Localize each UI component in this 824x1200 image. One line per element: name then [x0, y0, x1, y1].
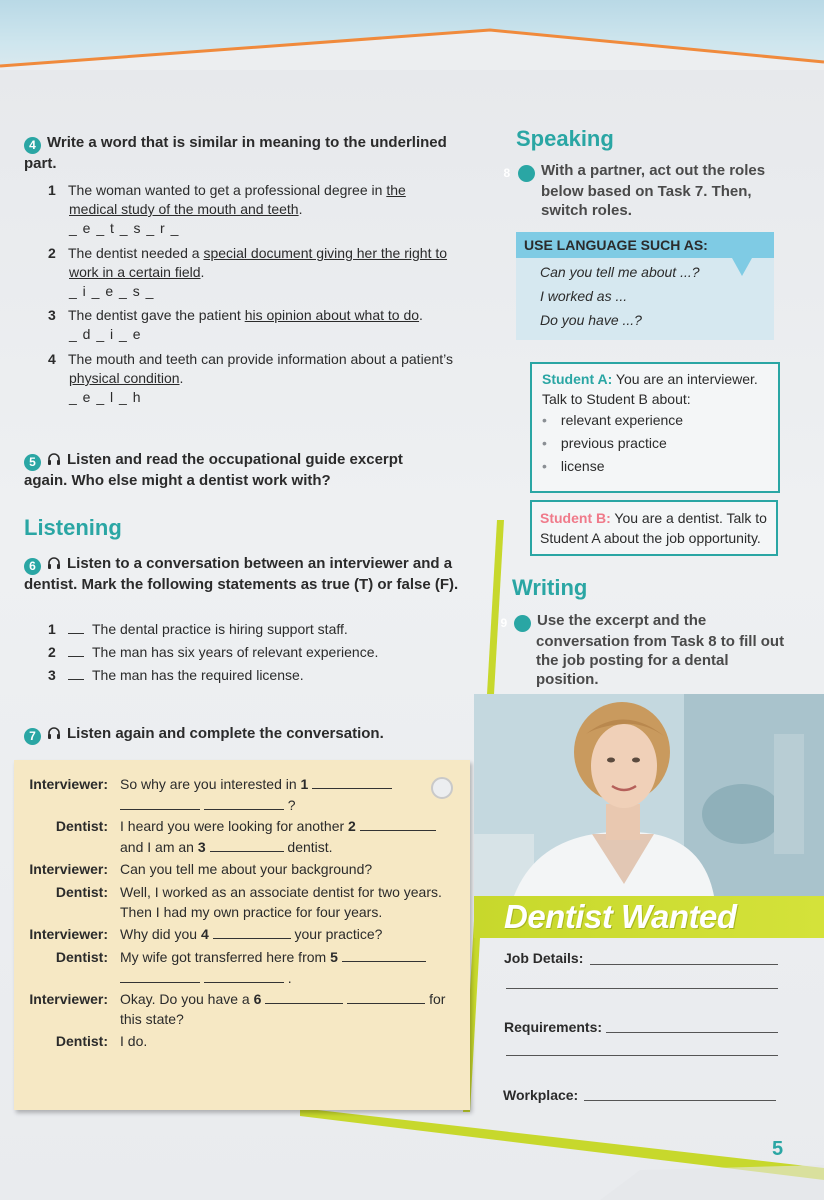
speaker-label: Interviewer: [29, 991, 108, 1007]
dialogue-line-1 [14, 774, 470, 816]
speech-tail-icon [732, 258, 752, 278]
task4-item-4 [48, 350, 478, 407]
task7-instruction: Listen again and complete the conversation. [67, 725, 384, 742]
dialogue-card [14, 760, 470, 1110]
item-number: 3 [48, 307, 56, 323]
blank-number: 2 [348, 818, 356, 834]
speaker-label: Dentist: [55, 818, 108, 834]
task-number-badge: 7 [24, 728, 41, 745]
underlined-text: physical condition [69, 370, 180, 386]
job-details-line-1[interactable] [590, 963, 778, 965]
answer-blank-2[interactable] [360, 818, 436, 831]
task6-instruction: Listen to a conversation between an interviewer and a dentist. Mark the following statements as true (T) or false (F). [24, 555, 459, 593]
underlined-text: his opinion about what to do [244, 307, 420, 323]
role-text: You are a dentist. Talk to [614, 510, 767, 526]
item-number: 1 [48, 621, 56, 637]
tf-item-3 [48, 666, 468, 685]
item-number: 2 [48, 644, 56, 660]
answer-blank-5b[interactable] [120, 970, 200, 983]
dialogue-text: Well, I worked as an associate dentist for two years. [120, 884, 442, 900]
task8-title [518, 161, 791, 220]
word-hint: _ d _ i _ e [69, 326, 142, 342]
dentist-photo [474, 694, 824, 896]
role-bullet: relevant experience [560, 412, 684, 428]
item-text: The woman wanted to get a professional degree in [68, 182, 387, 198]
blank-number: 3 [197, 839, 206, 855]
item-number: 4 [48, 351, 56, 367]
language-box [516, 232, 774, 340]
banner-title: Dentist Wanted [504, 898, 737, 935]
blank-number: 1 [300, 776, 309, 792]
listening-heading: Listening [24, 515, 122, 540]
dialogue-line-2 [14, 816, 470, 858]
dialogue-text: ? [287, 797, 296, 813]
dentist-illustration-icon [474, 694, 824, 896]
task4-item-1 [48, 181, 468, 238]
dialogue-text: . [287, 970, 292, 986]
speaker-label: Interviewer: [29, 861, 108, 877]
item-text: . [298, 201, 303, 217]
language-box-header: USE LANGUAGE SUCH AS: [516, 232, 774, 258]
item-text: . [179, 370, 184, 386]
dialogue-line-5 [14, 924, 470, 945]
task4-item-2 [48, 244, 468, 301]
speaker-label: Interviewer: [29, 776, 108, 792]
underlined-text: medical study of the mouth and teeth [69, 201, 299, 217]
answer-blank-6[interactable] [265, 991, 343, 1004]
bullet-icon: • [542, 435, 547, 451]
item-text: The man has the required license. [92, 667, 304, 683]
word-hint: _ e _ l _ h [69, 389, 142, 405]
role-text: Talk to Student B about: [542, 391, 691, 407]
blank-number: 5 [330, 949, 338, 965]
dialogue-line-4 [14, 882, 470, 924]
speaker-label: Interviewer: [29, 926, 108, 942]
item-text: The dentist needed a [68, 245, 204, 261]
dialogue-text: Then I had my own practice for four years. [120, 904, 383, 920]
tf-item-2 [48, 643, 468, 662]
bullet-icon: • [542, 458, 547, 474]
answer-blank-1b[interactable] [120, 797, 200, 810]
speaker-label: Dentist: [55, 1033, 108, 1049]
dialogue-line-8 [14, 1031, 470, 1052]
dialogue-line-3 [14, 859, 470, 880]
writing-heading: Writing [512, 575, 588, 600]
task-number-badge: 5 [24, 454, 41, 471]
task4-item-3 [48, 306, 468, 344]
task5-title [24, 450, 444, 490]
task5-instruction: Listen and read the occupational guide excerpt again. Who else might a dentist work with? [24, 451, 403, 489]
item-text: The mouth and teeth can provide information about a patient’s [68, 351, 453, 367]
item-text: The dental practice is hiring support staff. [92, 621, 348, 637]
tf-answer-blank[interactable] [68, 667, 84, 680]
blank-number: 6 [253, 991, 262, 1007]
role-bullet: previous practice [560, 435, 667, 451]
item-text: . [200, 264, 205, 280]
student-b-label: Student B: [540, 510, 611, 526]
job-details-line-2[interactable] [506, 987, 778, 989]
phrase-1: Can you tell me about ...? [540, 264, 700, 280]
task9-title [514, 611, 790, 689]
speaker-label: Dentist: [55, 884, 108, 900]
bullet-icon: • [542, 412, 547, 428]
task-number-badge: 4 [24, 137, 41, 154]
word-hint: _ e _ t _ s _ r _ [69, 220, 180, 236]
student-a-box [530, 362, 780, 493]
headphones-icon [47, 726, 61, 740]
answer-blank-5[interactable] [342, 949, 426, 962]
answer-blank-4[interactable] [213, 926, 291, 939]
job-details-label: Job Details: [504, 950, 584, 966]
task-number-badge [518, 165, 535, 182]
item-text: . [419, 307, 423, 323]
dialogue-text: your practice? [290, 926, 383, 942]
item-text: The dentist gave the patient [68, 307, 245, 323]
task9-instruction: Use the excerpt and the conversation from Task 8 to fill out the job posting for a dental position. [536, 612, 785, 688]
word-hint: _ i _ e _ s _ [69, 283, 155, 299]
dialogue-text: and I am an [120, 839, 198, 855]
answer-blank-1c[interactable] [204, 797, 284, 810]
dialogue-text: Can you tell me about your background? [120, 861, 373, 877]
item-text: The man has six years of relevant experience. [92, 644, 379, 660]
dialogue-text: dentist. [287, 839, 333, 855]
dialogue-text: this state? [120, 1011, 184, 1027]
dialogue-line-6 [14, 947, 470, 989]
requirements-line-2[interactable] [506, 1054, 778, 1056]
answer-blank-1[interactable] [312, 776, 392, 789]
task-number-badge [514, 615, 531, 632]
headphones-icon [47, 452, 61, 466]
dialogue-line-7 [14, 989, 470, 1031]
tf-answer-blank[interactable] [68, 644, 84, 657]
item-number: 2 [48, 245, 56, 261]
underlined-text: special document giving her the right to [203, 245, 448, 261]
answer-blank-5c[interactable] [204, 970, 284, 983]
task8-instruction: With a partner, act out the roles below based on Task 7. Then, switch roles. [541, 162, 766, 219]
task7-title [24, 724, 464, 745]
role-text: You are an interviewer. [615, 371, 758, 387]
item-number: 3 [48, 667, 56, 683]
student-b-box [530, 500, 778, 556]
dialogue-text: My wife got transferred here from [120, 949, 331, 965]
phrase-3: Do you have ...? [540, 312, 642, 328]
dialogue-text: So why are you interested in [120, 776, 301, 792]
role-text: Student A about the job opportunity. [540, 530, 761, 546]
task-number-badge: 6 [24, 558, 41, 575]
task4-instruction: Write a word that is similar in meaning to the underlined part. [24, 134, 447, 172]
speaking-heading: Speaking [516, 126, 614, 151]
page-number: 5 [772, 1138, 784, 1160]
headphones-icon [47, 556, 61, 570]
dialogue-text: Okay. Do you have a [120, 991, 254, 1007]
student-a-label: Student A: [542, 371, 613, 387]
requirements-label: Requirements: [504, 1019, 603, 1035]
tf-answer-blank[interactable] [68, 621, 84, 634]
phrase-2: I worked as ... [540, 288, 628, 304]
task4-title [24, 133, 464, 173]
requirements-line-1[interactable] [606, 1031, 778, 1033]
dialogue-text: I heard you were looking for another [120, 818, 349, 834]
item-number: 1 [48, 182, 56, 198]
answer-blank-6b[interactable] [347, 991, 425, 1004]
answer-blank-3[interactable] [210, 839, 284, 852]
workplace-line[interactable] [584, 1099, 776, 1101]
underlined-text: the [386, 182, 406, 198]
dialogue-text: for [429, 991, 446, 1007]
tf-item-1 [48, 620, 468, 639]
workplace-label: Workplace: [503, 1087, 579, 1103]
blank-number: 4 [200, 926, 209, 942]
dialogue-text: I do. [120, 1033, 148, 1049]
role-bullet: license [560, 458, 605, 474]
dialogue-text: Why did you [120, 926, 201, 942]
speaker-label: Dentist: [55, 949, 108, 965]
task6-title [24, 554, 464, 594]
dentist-wanted-banner [474, 896, 824, 938]
underlined-text: work in a certain field [69, 264, 201, 280]
